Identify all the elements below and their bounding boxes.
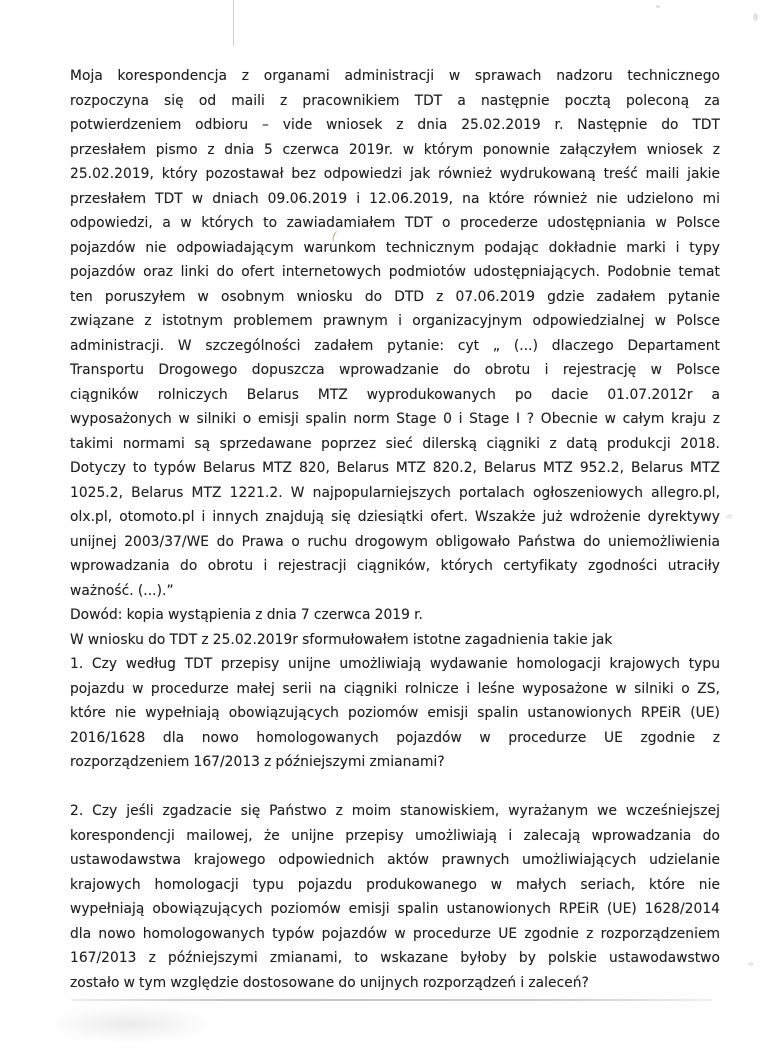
text-line: olx.pl, otomoto.pl i innych znajdują się dziesiątki ofert. Wszakże już wdrożenie dyrektywy — [70, 509, 720, 525]
text-line: pojazdów oraz linki do ofert internetowych podmiotów udostępniających. Podobnie temat — [70, 264, 720, 280]
text-line: wypełniają obowiązujących poziomów emisji spalin ustanowionych RPEiR (UE) 1628/2014 — [70, 901, 720, 917]
text-line: rozpoczyna się od maili z pracownikiem TDT a następnie pocztą poleconą za — [70, 92, 720, 109]
scan-artifact-speck — [726, 514, 733, 519]
text-line: 2016/1628 dla nowo homologowanych pojazdów w procedurze UE zgodnie z — [70, 729, 720, 746]
text-line: unijnej 2003/37/WE do Prawa o ruchu drogowym obligowało Państwa do uniemożliwienia — [70, 533, 720, 550]
text-line: przesłałem pismo z dnia 5 czerwca 2019r. w którym ponownie załączyłem wniosek z — [70, 141, 720, 158]
text-line: związane z istotnym problemem prawnym i organizacyjnym odpowiedzialnej w Polsce — [70, 313, 720, 329]
text-line: Dotyczy to typów Belarus MTZ 820, Belarus MTZ 820.2, Belarus MTZ 952.2, Belarus MTZ — [70, 460, 720, 476]
text-line: 167/2013 z późniejszymi zmianami, to wskazane byłoby by polskie ustawodawstwo — [70, 950, 720, 966]
text-line: Moja korespondencja z organami administracji w sprawach nadzoru technicznego — [70, 68, 720, 84]
text-line: takimi normami są sprzedawane poprzez sieć dilerską ciągniki z datą produkcji 2018. — [70, 435, 720, 452]
text-line: zostało w tym względzie dostosowane do unijnych rozporządzeń i zaleceń? — [70, 974, 589, 991]
text-line: 1. Czy według TDT przepisy unijne umożliwiają wydawanie homologacji krajowych typu — [70, 656, 720, 672]
text-line: które nie wypełniają obowiązujących poziomów emisji spalin ustanowionych RPEiR (UE) — [70, 705, 720, 721]
text-line: ciągników rolniczych Belarus MTZ wyprodukowanych po dacie 01.07.2012r a — [70, 386, 720, 403]
text-line: przesłałem TDT w dniach 09.06.2019 i 12.06.2019, na które również nie udzielono mi — [70, 190, 720, 207]
text-line: pojazdu w procedurze małej serii na ciągniki rolnicze i leśne wyposażone w silniki o ZS, — [70, 680, 720, 697]
request-summary-line: W wniosku do TDT z 25.02.2019r sformułowałem istotne zagadnienia takie jak — [70, 631, 613, 648]
question-2-paragraph — [70, 799, 720, 995]
text-line: odpowiedzi, a w których to zawiadamiałem TDT o procederze udostępniania w Polsce — [70, 215, 720, 231]
text-line: ten poruszyłem w osobnym wniosku do DTD z 07.06.2019 gdzie zadałem pytanie — [70, 288, 720, 305]
text-line: pojazdów nie odpowiadającym warunkom technicznym podając dokładnie marki i typy — [70, 239, 720, 256]
scan-artifact-faint-line — [71, 999, 712, 1001]
document-text-column — [70, 64, 720, 995]
text-line: 2. Czy jeśli zgadzacie się Państwo z moim stanowiskiem, wyrażanym we wcześniejszej — [70, 803, 720, 819]
intro-paragraph — [70, 64, 720, 603]
text-line: wyposażonych w silniki o emisji spalin norm Stage 0 i Stage I ? Obecnie w całym kraju z — [70, 411, 720, 427]
scan-artifact-smudge — [48, 1006, 213, 1042]
text-line: 1025.2, Belarus MTZ 1221.2. W najpopularniejszych portalach ogłoszeniowych allegro.pl, — [70, 484, 720, 501]
text-line: rozporządzeniem 167/2013 z późniejszymi zmianami? — [70, 754, 445, 770]
evidence-line: Dowód: kopia wystąpienia z dnia 7 czerwca 2019 r. — [70, 607, 423, 623]
text-line: wprowadzania do obrotu i rejestracji ciągników, których certyfikaty zgodności utraciły — [70, 558, 720, 574]
text-line: krajowych homologacji typu pojazdu produkowanego w małych seriach, które nie — [70, 876, 720, 893]
scan-artifact-speck — [753, 13, 758, 21]
text-line: korespondencji mailowej, że unijne przepisy umożliwiają i zalecają wprowadzania do — [70, 827, 720, 844]
text-line: ważność. (...).” — [70, 582, 174, 599]
text-line: potwierdzeniem odbioru – vide wniosek z dnia 25.02.2019 r. Następnie do TDT — [70, 117, 720, 133]
text-line: 25.02.2019, który pozostawał bez odpowiedzi jak również wydrukowaną treść maili jakie — [70, 166, 720, 182]
text-line: Transportu Drogowego dopuszcza wprowadzanie do obrotu i rejestrację w Polsce — [70, 362, 720, 378]
text-line: dla nowo homologowanych typów pojazdów w procedurze UE zgodnie z rozporządzeniem — [70, 925, 720, 942]
scan-artifact-speck — [748, 962, 754, 966]
question-1-paragraph — [70, 652, 720, 775]
scan-artifact-vertical-line — [233, 0, 234, 46]
text-line: administracji. W szczególności zadałem pytanie: cyt „ (...) dlaczego Departament — [70, 337, 720, 354]
scan-artifact-speck — [656, 5, 660, 8]
text-line: ustawodawstwa krajowego odpowiednich aktów prawnych umożliwiających udzielanie — [70, 852, 720, 868]
